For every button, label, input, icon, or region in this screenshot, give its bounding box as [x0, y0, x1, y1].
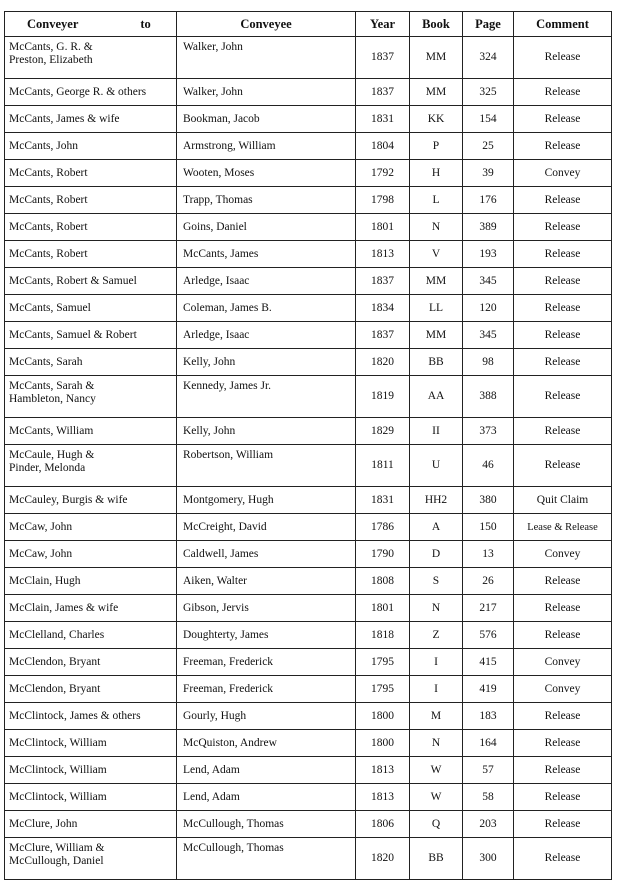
- year-cell: 1837: [356, 79, 410, 106]
- conveyer-name-line: McCants, James & wife: [9, 112, 120, 125]
- conveyee-cell: Arledge, Isaac: [177, 268, 356, 295]
- conveyer-name-line: McCants, G. R. &: [9, 41, 93, 53]
- year-cell: 1795: [356, 676, 410, 703]
- conveyee-cell: Arledge, Isaac: [177, 322, 356, 349]
- year-cell: 1804: [356, 133, 410, 160]
- comment-cell: Release: [514, 268, 612, 295]
- conveyer-name-line: McCaule, Hugh &: [9, 449, 95, 461]
- book-cell: M: [410, 703, 463, 730]
- comment-cell: Quit Claim: [514, 487, 612, 514]
- comment-cell: Release: [514, 349, 612, 376]
- comment-cell: Convey: [514, 541, 612, 568]
- conveyer-name-line: McCauley, Burgis & wife: [9, 493, 128, 506]
- conveyer-name-line: McCants, Sarah &: [9, 380, 95, 392]
- book-cell: LL: [410, 295, 463, 322]
- comment-cell: Release: [514, 322, 612, 349]
- conveyer-name-line: McCaw, John: [9, 520, 73, 533]
- table-row: [5, 418, 612, 445]
- page-cell: 39: [463, 160, 514, 187]
- conveyee-cell: Armstrong, William: [177, 133, 356, 160]
- conveyer-name-line: McCants, John: [9, 139, 78, 152]
- table-row: [5, 676, 612, 703]
- book-cell: Q: [410, 811, 463, 838]
- comment-cell: Convey: [514, 160, 612, 187]
- comment-cell: Release: [514, 568, 612, 595]
- year-cell: 1801: [356, 214, 410, 241]
- conveyee-cell: McCreight, David: [177, 514, 356, 541]
- conveyer-cell: [5, 349, 177, 376]
- page-cell: 325: [463, 79, 514, 106]
- conveyer-cell: [5, 268, 177, 295]
- conveyer-cell: [5, 322, 177, 349]
- conveyer-cell: [5, 541, 177, 568]
- book-cell: I: [410, 676, 463, 703]
- conveyee-cell: Freeman, Frederick: [177, 676, 356, 703]
- year-cell: 1818: [356, 622, 410, 649]
- page-cell: 154: [463, 106, 514, 133]
- conveyer-name-line: McCants, Robert: [9, 193, 88, 206]
- conveyer-cell: [5, 514, 177, 541]
- conveyer-name-line: McCants, Robert: [9, 247, 88, 260]
- year-cell: 1800: [356, 703, 410, 730]
- comment-cell: Release: [514, 595, 612, 622]
- year-cell: 1837: [356, 268, 410, 295]
- table-row: [5, 187, 612, 214]
- conveyee-cell: Gibson, Jervis: [177, 595, 356, 622]
- year-cell: 1800: [356, 730, 410, 757]
- conveyer-cell: [5, 133, 177, 160]
- page-cell: 183: [463, 703, 514, 730]
- conveyer-name-line: McCants, George R. & others: [9, 85, 147, 98]
- conveyer-cell: [5, 703, 177, 730]
- book-cell: HH2: [410, 487, 463, 514]
- year-cell: 1837: [356, 37, 410, 79]
- year-cell: 1834: [356, 295, 410, 322]
- conveyee-cell: McQuiston, Andrew: [177, 730, 356, 757]
- table-row: [5, 214, 612, 241]
- conveyee-cell: Montgomery, Hugh: [177, 487, 356, 514]
- conveyer-name-line: McClendon, Bryant: [9, 655, 101, 668]
- page-cell: 324: [463, 37, 514, 79]
- book-cell: KK: [410, 106, 463, 133]
- header-year: Year: [356, 12, 410, 37]
- comment-cell: Release: [514, 214, 612, 241]
- page-cell: 26: [463, 568, 514, 595]
- year-cell: 1820: [356, 349, 410, 376]
- conveyer-cell: [5, 241, 177, 268]
- book-cell: MM: [410, 322, 463, 349]
- conveyer-cell: [5, 79, 177, 106]
- page-cell: 388: [463, 376, 514, 418]
- header-to-label: to: [140, 16, 151, 31]
- page-cell: 576: [463, 622, 514, 649]
- page-cell: 380: [463, 487, 514, 514]
- conveyer-cell: [5, 568, 177, 595]
- comment-cell: Release: [514, 295, 612, 322]
- conveyer-cell: [5, 106, 177, 133]
- table-row: [5, 568, 612, 595]
- conveyee-cell: Bookman, Jacob: [177, 106, 356, 133]
- book-cell: W: [410, 757, 463, 784]
- conveyer-name-line: McCullough, Daniel: [9, 855, 104, 867]
- conveyer-cell: [5, 622, 177, 649]
- page-cell: 345: [463, 322, 514, 349]
- conveyer-cell: [5, 487, 177, 514]
- page-cell: 58: [463, 784, 514, 811]
- year-cell: 1792: [356, 160, 410, 187]
- conveyer-name-line: McClelland, Charles: [9, 628, 105, 641]
- table-row: [5, 784, 612, 811]
- conveyer-cell: [5, 37, 177, 79]
- conveyer-cell: [5, 838, 177, 880]
- page-cell: 373: [463, 418, 514, 445]
- conveyer-name-line: McClain, James & wife: [9, 601, 119, 614]
- table-row: [5, 487, 612, 514]
- table-row: [5, 757, 612, 784]
- conveyer-name-line: McClure, William &: [9, 842, 105, 854]
- page-cell: 389: [463, 214, 514, 241]
- comment-cell: Release: [514, 757, 612, 784]
- comment-cell: Release: [514, 241, 612, 268]
- conveyee-cell: McCullough, Thomas: [177, 838, 356, 880]
- page-cell: 13: [463, 541, 514, 568]
- table-row: [5, 268, 612, 295]
- comment-cell: Release: [514, 37, 612, 79]
- year-cell: 1829: [356, 418, 410, 445]
- page-cell: 150: [463, 514, 514, 541]
- book-cell: U: [410, 445, 463, 487]
- conveyee-cell: Walker, John: [177, 37, 356, 79]
- book-cell: N: [410, 595, 463, 622]
- table-row: [5, 811, 612, 838]
- year-cell: 1808: [356, 568, 410, 595]
- table-row: [5, 445, 612, 487]
- conveyer-cell: [5, 811, 177, 838]
- table-row: [5, 595, 612, 622]
- table-row: [5, 622, 612, 649]
- table-row: [5, 322, 612, 349]
- conveyer-name-line: McClintock, James & others: [9, 709, 141, 722]
- header-book: Book: [410, 12, 463, 37]
- conveyer-cell: [5, 757, 177, 784]
- page-cell: 176: [463, 187, 514, 214]
- year-cell: 1813: [356, 784, 410, 811]
- table-row: [5, 703, 612, 730]
- year-cell: 1820: [356, 838, 410, 880]
- table-row: [5, 349, 612, 376]
- year-cell: 1811: [356, 445, 410, 487]
- conveyer-name-line: McCants, Sarah: [9, 355, 83, 368]
- table-row: [5, 241, 612, 268]
- conveyer-cell: [5, 214, 177, 241]
- conveyer-name-line: McCants, Robert: [9, 220, 88, 233]
- table-row: [5, 376, 612, 418]
- comment-cell: Release: [514, 730, 612, 757]
- deed-index-table: [4, 11, 612, 880]
- header-conveyer-label: Conveyer: [27, 16, 79, 31]
- book-cell: Z: [410, 622, 463, 649]
- table-row: [5, 37, 612, 79]
- conveyer-name-line: McCants, Robert: [9, 166, 88, 179]
- conveyer-name-line: McClintock, William: [9, 790, 107, 803]
- table-row: [5, 649, 612, 676]
- table-row: [5, 133, 612, 160]
- comment-cell: Release: [514, 133, 612, 160]
- conveyee-cell: Aiken, Walter: [177, 568, 356, 595]
- page-cell: 345: [463, 268, 514, 295]
- conveyee-cell: Doughterty, James: [177, 622, 356, 649]
- header-conveyer: [5, 12, 177, 37]
- conveyer-name-line: Pinder, Melonda: [9, 462, 86, 474]
- book-cell: MM: [410, 79, 463, 106]
- conveyer-cell: [5, 730, 177, 757]
- conveyer-cell: [5, 376, 177, 418]
- table-row: [5, 160, 612, 187]
- book-cell: V: [410, 241, 463, 268]
- conveyer-name-line: Preston, Elizabeth: [9, 54, 93, 66]
- conveyer-name-line: McClintock, William: [9, 763, 107, 776]
- table-row: [5, 295, 612, 322]
- year-cell: 1819: [356, 376, 410, 418]
- conveyer-name-line: McCants, Samuel: [9, 301, 91, 314]
- book-cell: A: [410, 514, 463, 541]
- page-cell: 203: [463, 811, 514, 838]
- comment-cell: Release: [514, 811, 612, 838]
- conveyee-cell: Lend, Adam: [177, 784, 356, 811]
- conveyee-cell: Trapp, Thomas: [177, 187, 356, 214]
- conveyee-cell: Goins, Daniel: [177, 214, 356, 241]
- conveyee-cell: Coleman, James B.: [177, 295, 356, 322]
- conveyer-name-line: McCants, Samuel & Robert: [9, 328, 137, 341]
- page-cell: 415: [463, 649, 514, 676]
- book-cell: I: [410, 649, 463, 676]
- conveyer-name-line: McClain, Hugh: [9, 574, 81, 587]
- book-cell: L: [410, 187, 463, 214]
- year-cell: 1801: [356, 595, 410, 622]
- comment-cell: Release: [514, 79, 612, 106]
- page-cell: 98: [463, 349, 514, 376]
- page-cell: 46: [463, 445, 514, 487]
- comment-cell: Release: [514, 187, 612, 214]
- book-cell: MM: [410, 37, 463, 79]
- conveyee-cell: Kelly, John: [177, 418, 356, 445]
- conveyee-cell: Wooten, Moses: [177, 160, 356, 187]
- year-cell: 1813: [356, 241, 410, 268]
- comment-cell: Release: [514, 445, 612, 487]
- conveyee-cell: Gourly, Hugh: [177, 703, 356, 730]
- table-row: [5, 79, 612, 106]
- page-cell: 57: [463, 757, 514, 784]
- year-cell: 1798: [356, 187, 410, 214]
- year-cell: 1790: [356, 541, 410, 568]
- book-cell: S: [410, 568, 463, 595]
- conveyer-name-line: McCants, Robert & Samuel: [9, 274, 137, 287]
- book-cell: N: [410, 730, 463, 757]
- header-row: [5, 12, 612, 37]
- conveyer-cell: [5, 187, 177, 214]
- book-cell: D: [410, 541, 463, 568]
- conveyee-cell: Kelly, John: [177, 349, 356, 376]
- book-cell: W: [410, 784, 463, 811]
- book-cell: H: [410, 160, 463, 187]
- conveyer-name-line: McCants, William: [9, 424, 94, 437]
- conveyer-cell: [5, 595, 177, 622]
- conveyee-cell: Kennedy, James Jr.: [177, 376, 356, 418]
- year-cell: 1786: [356, 514, 410, 541]
- year-cell: 1831: [356, 487, 410, 514]
- year-cell: 1806: [356, 811, 410, 838]
- conveyer-name-line: McCaw, John: [9, 547, 73, 560]
- table-row: [5, 514, 612, 541]
- conveyer-cell: [5, 445, 177, 487]
- conveyee-cell: Robertson, William: [177, 445, 356, 487]
- comment-cell: Release: [514, 838, 612, 880]
- comment-cell: Release: [514, 106, 612, 133]
- page-cell: 300: [463, 838, 514, 880]
- conveyee-cell: Lend, Adam: [177, 757, 356, 784]
- comment-cell: Release: [514, 703, 612, 730]
- conveyer-cell: [5, 295, 177, 322]
- table-row: [5, 838, 612, 880]
- book-cell: BB: [410, 349, 463, 376]
- year-cell: 1813: [356, 757, 410, 784]
- book-cell: P: [410, 133, 463, 160]
- book-cell: MM: [410, 268, 463, 295]
- page-cell: 419: [463, 676, 514, 703]
- conveyer-cell: [5, 676, 177, 703]
- page-cell: 120: [463, 295, 514, 322]
- conveyer-cell: [5, 784, 177, 811]
- conveyee-cell: Walker, John: [177, 79, 356, 106]
- comment-cell: Release: [514, 418, 612, 445]
- conveyee-cell: McCants, James: [177, 241, 356, 268]
- comment-cell: Release: [514, 622, 612, 649]
- table-row: [5, 106, 612, 133]
- conveyer-name-line: McClintock, William: [9, 736, 107, 749]
- conveyer-name-line: McClure, John: [9, 817, 78, 830]
- page-cell: 164: [463, 730, 514, 757]
- comment-cell: Convey: [514, 676, 612, 703]
- conveyer-name-line: McClendon, Bryant: [9, 682, 101, 695]
- comment-cell: Convey: [514, 649, 612, 676]
- conveyer-cell: [5, 418, 177, 445]
- year-cell: 1831: [356, 106, 410, 133]
- table-row: [5, 730, 612, 757]
- page-cell: 25: [463, 133, 514, 160]
- comment-cell: Lease & Release: [514, 514, 612, 541]
- page-cell: 217: [463, 595, 514, 622]
- year-cell: 1795: [356, 649, 410, 676]
- conveyee-cell: Caldwell, James: [177, 541, 356, 568]
- book-cell: II: [410, 418, 463, 445]
- comment-cell: Release: [514, 376, 612, 418]
- comment-cell: Release: [514, 784, 612, 811]
- book-cell: BB: [410, 838, 463, 880]
- page-cell: 193: [463, 241, 514, 268]
- header-comment: Comment: [514, 12, 612, 37]
- header-page: Page: [463, 12, 514, 37]
- book-cell: AA: [410, 376, 463, 418]
- conveyer-cell: [5, 160, 177, 187]
- conveyee-cell: McCullough, Thomas: [177, 811, 356, 838]
- table-row: [5, 541, 612, 568]
- book-cell: N: [410, 214, 463, 241]
- conveyer-cell: [5, 649, 177, 676]
- deed-rows: [5, 37, 612, 880]
- conveyee-cell: Freeman, Frederick: [177, 649, 356, 676]
- header-conveyee: Conveyee: [177, 12, 356, 37]
- year-cell: 1837: [356, 322, 410, 349]
- conveyer-name-line: Hambleton, Nancy: [9, 393, 96, 405]
